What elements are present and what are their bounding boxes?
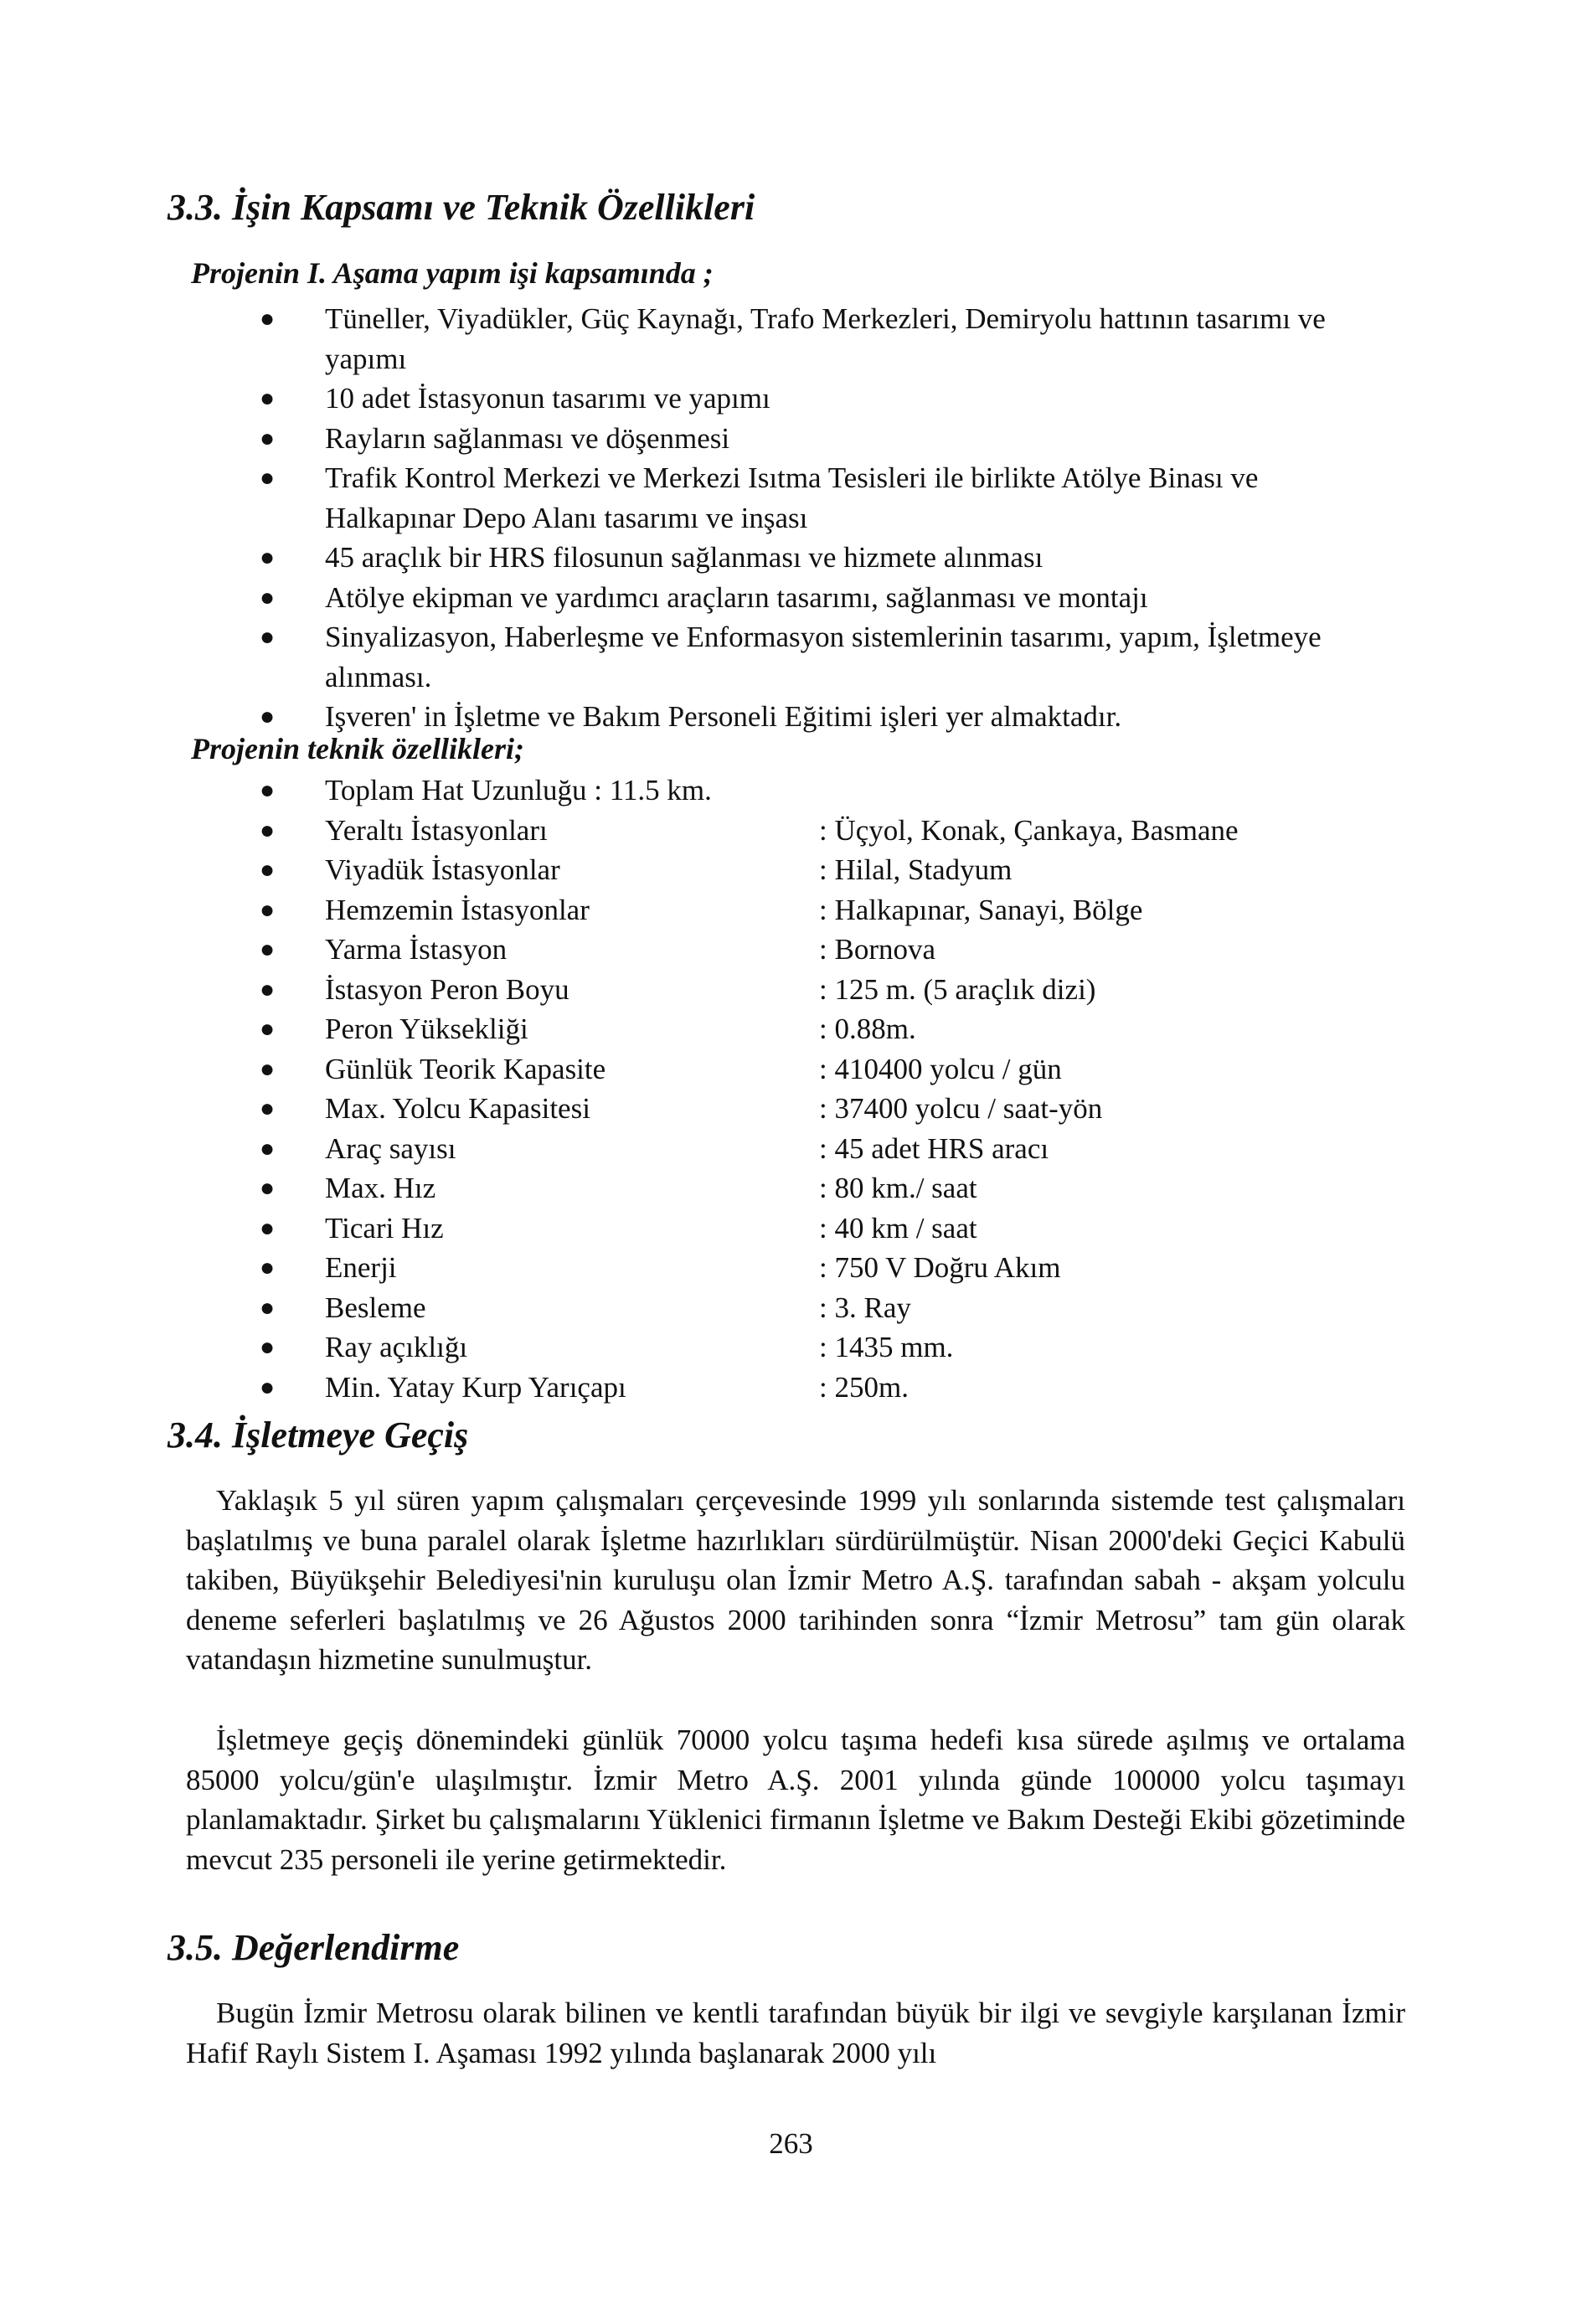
bullet-icon: ● bbox=[260, 305, 276, 332]
list-item bbox=[0, 930, 1382, 970]
list-item bbox=[0, 811, 1382, 851]
bullet-icon: ● bbox=[260, 895, 276, 924]
spec-label: Max. Hız bbox=[325, 1172, 436, 1204]
bullet-icon: ● bbox=[260, 935, 276, 963]
list-item bbox=[0, 1327, 1382, 1368]
bullet-icon: ● bbox=[260, 1373, 276, 1401]
list-item bbox=[0, 1248, 1382, 1288]
list-item bbox=[0, 970, 1382, 1010]
list-item: ● 10 adet İstasyonun tasarımı ve yapımı bbox=[0, 379, 1382, 419]
list-item bbox=[0, 770, 1382, 811]
list-item bbox=[0, 1009, 1382, 1049]
spec-value: : 250m. bbox=[819, 1370, 909, 1404]
scope-heading: Projenin I. Aşama yapım işi kapsamında ; bbox=[191, 256, 714, 290]
bullet-icon: ● bbox=[260, 583, 276, 611]
bullet-icon: ● bbox=[260, 1214, 276, 1242]
bullet-icon: ● bbox=[260, 464, 276, 492]
spec-label: Ticari Hız bbox=[325, 1211, 444, 1244]
bullet-icon: ● bbox=[260, 856, 276, 884]
spec-value: : Bornova bbox=[819, 933, 936, 966]
bullet-icon: ● bbox=[260, 703, 276, 730]
spec-label: Yeraltı İstasyonları bbox=[325, 813, 548, 847]
bullet-icon: ● bbox=[260, 1293, 276, 1322]
list-item bbox=[0, 890, 1382, 930]
section-3-5-paragraph-1: Bugün İzmir Metrosu olarak bilinen ve kentli tarafından büyük bir ilgi ve sevgiyle karşılanan İzmir Hafif Raylı Sistem I. Aşaması 1992 yılında başlanarak 2000 yılı bbox=[186, 1997, 1405, 2069]
list-item bbox=[0, 1129, 1382, 1169]
scope-list bbox=[0, 299, 1382, 737]
list-item bbox=[0, 1368, 1382, 1408]
spec-label: Enerji bbox=[325, 1251, 397, 1284]
bullet-icon: ● bbox=[260, 1095, 276, 1122]
spec-label: Günlük Teorik Kapasite bbox=[325, 1052, 606, 1085]
list-item: ● Rayların sağlanması ve döşenmesi bbox=[0, 419, 1382, 459]
bullet-icon: ● bbox=[260, 1333, 276, 1361]
spec-value: : 37400 yolcu / saat-yön bbox=[819, 1092, 1103, 1125]
spec-value: : 410400 yolcu / gün bbox=[819, 1052, 1062, 1085]
bullet-icon: ● bbox=[260, 384, 276, 412]
section-3-4-title: 3.4. İşletmeye Geçiş bbox=[167, 1414, 469, 1456]
spec-label: Min. Yatay Kurp Yarıçapı bbox=[325, 1370, 626, 1404]
spec-value: : 80 km./ saat bbox=[819, 1172, 977, 1204]
spec-value: : 45 adet HRS aracı bbox=[819, 1131, 1049, 1165]
spec-label: Max. Yolcu Kapasitesi bbox=[325, 1092, 590, 1125]
list-item bbox=[0, 1288, 1382, 1328]
section-3-5-title: 3.5. Değerlendirme bbox=[167, 1927, 460, 1968]
spec-value: : 40 km / saat bbox=[819, 1211, 977, 1244]
spec-label: Peron Yüksekliği bbox=[325, 1013, 528, 1045]
section-3-4-paragraph-2: İşletmeye geçiş dönemindeki günlük 70000 yolcu taşıma hedefi kısa sürede aşılmış ve ortalama 85000 yolcu/gün'e ulaşılmıştır. İzmir Metro A.Ş. 2001 yılında günde 100000 yolcu taşımayı planlamaktadır. Şirket bu çalışmalarını Yüklenici firmanın İşletme ve Bakım Desteği Ekibi gözetiminde mevcut 235 personeli ile yerine getirmektedir. bbox=[186, 1724, 1405, 1876]
page-number: 263 bbox=[769, 2127, 813, 2160]
spec-value: : 125 m. (5 araçlık dizi) bbox=[819, 972, 1096, 1006]
list-item bbox=[0, 1168, 1382, 1208]
spec-value: : Halkapınar, Sanayi, Bölge bbox=[819, 893, 1143, 926]
spec-label: Hemzemin İstasyonlar bbox=[325, 893, 590, 926]
bullet-icon: ● bbox=[260, 1054, 276, 1083]
list-item: ● Trafik Kontrol Merkezi ve Merkezi Isıtma Tesisleri ile birlikte Atölye Binası ve Halkapınar Depo Alanı tasarımı ve inşası bbox=[0, 458, 1382, 538]
bullet-icon: ● bbox=[260, 424, 276, 452]
spec-label: Besleme bbox=[325, 1291, 426, 1324]
list-item: ● Tüneller, Viyadükler, Güç Kaynağı, Trafo Merkezleri, Demiryolu hattının tasarımı ve yapımı bbox=[0, 299, 1382, 379]
list-item: ● Işveren' in İşletme ve Bakım Personeli Eğitimi işleri yer almaktadır. bbox=[0, 697, 1382, 737]
list-item: ● Sinyalizasyon, Haberleşme ve Enformasyon sistemlerinin tasarımı, yapım, İşletmeye alınması. bbox=[0, 617, 1382, 697]
list-item bbox=[0, 850, 1382, 890]
spec-total-length: Toplam Hat Uzunluğu : 11.5 km. bbox=[325, 774, 712, 806]
spec-value: : Üçyol, Konak, Çankaya, Basmane bbox=[819, 813, 1239, 847]
bullet-icon: ● bbox=[260, 1174, 276, 1202]
list-item: ● 45 araçlık bir HRS filosunun sağlanması ve hizmete alınması bbox=[0, 538, 1382, 578]
spec-label: Araç sayısı bbox=[325, 1131, 456, 1165]
bullet-icon: ● bbox=[260, 1015, 276, 1043]
spec-value: : 1435 mm. bbox=[819, 1331, 954, 1363]
spec-label: Ray açıklığı bbox=[325, 1331, 468, 1363]
list-item bbox=[0, 1049, 1382, 1090]
bullet-icon: ● bbox=[260, 1254, 276, 1281]
spec-value: : 0.88m. bbox=[819, 1013, 916, 1045]
specs-list bbox=[0, 770, 1382, 1407]
spec-label: İstasyon Peron Boyu bbox=[325, 972, 569, 1006]
spec-label: Yarma İstasyon bbox=[325, 933, 508, 966]
spec-label: Viyadük İstasyonlar bbox=[325, 853, 560, 886]
bullet-icon: ● bbox=[260, 975, 276, 1003]
list-item bbox=[0, 1089, 1382, 1129]
section-3-4-paragraph-1: Yaklaşık 5 yıl süren yapım çalışmaları çerçevesinde 1999 yılı sonlarında sistemde test çalışmaları başlatılmış ve buna paralel olarak İşletme hazırlıkları sürdürülmüştür. Nisan 2000'deki Geçici Kabulü takiben, Büyükşehir Belediyesi'nin kuruluşu olan İzmir Metro A.Ş. tarafından sabah - akşam yolculu deneme seferleri başlatılmış ve 26 Ağustos 2000 tarihinden sonra “İzmir Metrosu” tam gün olarak vatandaşın hizmetine sunulmuştur. bbox=[186, 1484, 1405, 1676]
bullet-icon: ● bbox=[260, 816, 276, 844]
bullet-icon: ● bbox=[260, 776, 276, 804]
spec-value: : Hilal, Stadyum bbox=[819, 853, 1013, 886]
specs-heading: Projenin teknik özellikleri; bbox=[191, 732, 525, 765]
section-3-3-title: 3.3. İşin Kapsamı ve Teknik Özellikleri bbox=[167, 187, 755, 228]
list-item bbox=[0, 1208, 1382, 1249]
bullet-icon: ● bbox=[260, 544, 276, 571]
spec-value: : 3. Ray bbox=[819, 1291, 911, 1324]
list-item: ● Atölye ekipman ve yardımcı araçların tasarımı, sağlanması ve montajı bbox=[0, 578, 1382, 618]
bullet-icon: ● bbox=[260, 1134, 276, 1162]
bullet-icon: ● bbox=[260, 623, 276, 651]
spec-value: : 750 V Doğru Akım bbox=[819, 1251, 1061, 1284]
